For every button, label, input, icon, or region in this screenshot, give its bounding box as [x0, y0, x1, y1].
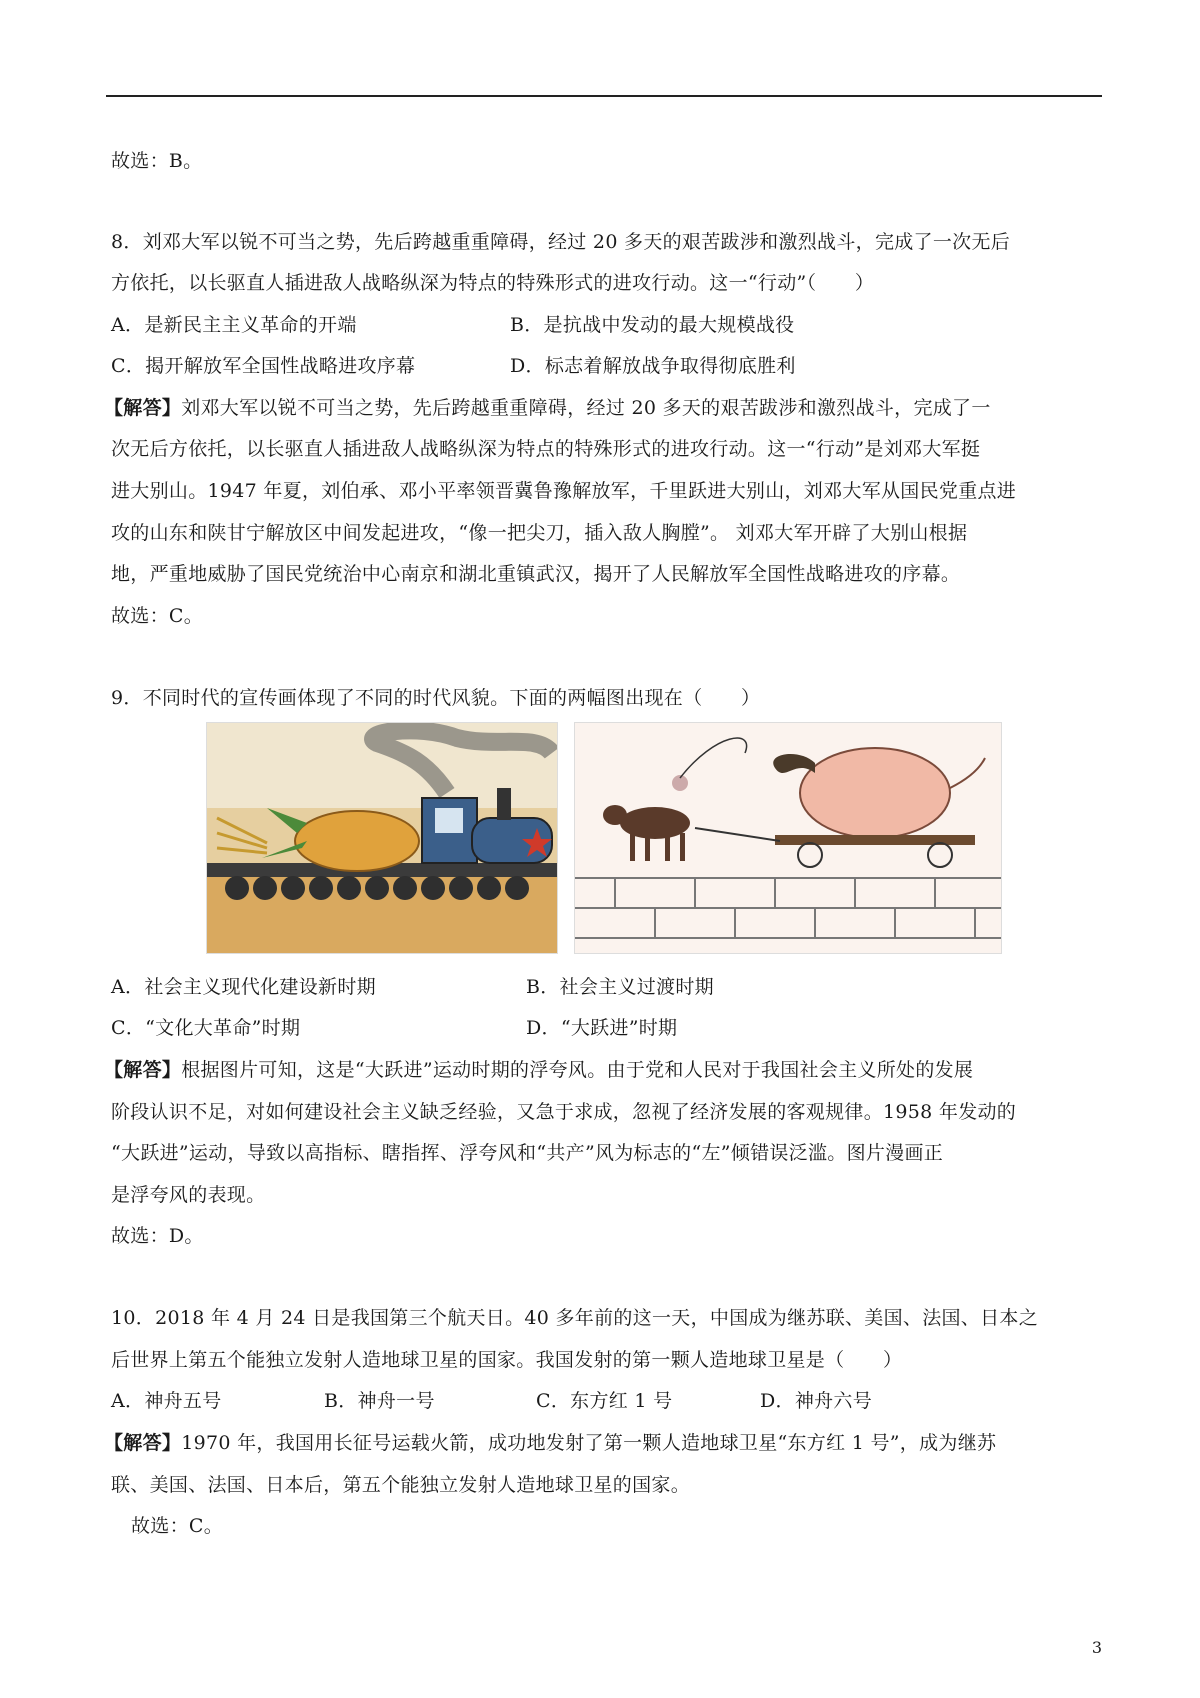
q8-option-d: D．标志着解放战争取得彻底胜利	[510, 355, 796, 377]
q9-option-d: D．“大跃进”时期	[526, 1017, 678, 1039]
q9-explanation-line2: 阶段认识不足，对如何建设社会主义缺乏经验，又急于求成，忽视了经济发展的客观规律。1958 年发动的	[111, 1101, 1017, 1123]
q8-explanation-line1: 【解答】刘邓大军以锐不可当之势，先后跨越重重障碍，经过 20 多天的艰苦跋涉和激烈战斗，完成了一	[104, 397, 991, 419]
q8-option-c: C．揭开解放军全国性战略进攻序幕	[111, 355, 416, 377]
q9-option-a: A．社会主义现代化建设新时期	[111, 976, 376, 998]
q9-option-b: B．社会主义过渡时期	[526, 976, 714, 998]
q9-option-c: C．“文化大革命”时期	[111, 1017, 301, 1039]
q8-explanation-line5: 地，严重地威胁了国民党统治中心南京和湖北重镇武汉，揭开了人民解放军全国性战略进攻的序幕。	[111, 563, 961, 585]
q9-explanation-line3: “大跃进”运动，导致以高指标、瞎指挥、浮夸风和“共产”风为标志的“左”倾错误泛滥。图片漫画正	[111, 1142, 944, 1164]
q10-stem-line2: 后世界上第五个能独立发射人造地球卫星的国家。我国发射的第一颗人造地球卫星是（ ）	[111, 1349, 903, 1371]
q8-explanation-line4: 攻的山东和陕甘宁解放区中间发起进攻，“像一把尖刀，插入敌人胸膛”。 刘邓大军开辟了大别山根据	[111, 522, 968, 544]
q10-option-b: B．神舟一号	[324, 1390, 435, 1412]
q9-explanation-line4: 是浮夸风的表现。	[111, 1184, 266, 1206]
q8-option-b: B．是抗战中发动的最大规模战役	[510, 314, 795, 336]
q9-explanation-tag: 【解答】	[104, 1059, 182, 1081]
q10-answer: 故选：C。	[131, 1515, 224, 1537]
q10-option-a: A．神舟五号	[111, 1390, 222, 1412]
q10-option-d: D．神舟六号	[760, 1390, 873, 1412]
q8-stem-line1: 8．刘邓大军以锐不可当之势，先后跨越重重障碍，经过 20 多天的艰苦跋涉和激烈战斗，完成了一次无后	[111, 231, 1011, 253]
page-number: 3	[1091, 1638, 1102, 1657]
q10-explanation-line2: 联、美国、法国、日本后，第五个能独立发射人造地球卫星的国家。	[111, 1474, 691, 1496]
q10-stem-line1: 10．2018 年 4 月 24 日是我国第三个航天日。40 多年前的这一天，中国成为继苏联、美国、法国、日本之	[111, 1307, 1039, 1329]
q10-option-c: C．东方红 1 号	[536, 1390, 673, 1412]
train-corn-illustration	[207, 723, 557, 953]
q8-option-a: A．是新民主主义革命的开端	[111, 314, 357, 336]
cart-cartoon-image	[574, 722, 1002, 954]
q9-stem: 9．不同时代的宣传画体现了不同的时代风貌。下面的两幅图出现在（ ）	[111, 687, 761, 709]
train-poster-image	[206, 722, 558, 954]
q8-explanation-line2: 次无后方依托，以长驱直人插进敌人战略纵深为特点的特殊形式的进攻行动。这一“行动”是刘邓大军挺	[111, 438, 981, 460]
q10-explanation-line1: 【解答】1970 年，我国用长征号运载火箭，成功地发射了第一颗人造地球卫星“东方红 1 号”，成为继苏	[104, 1432, 997, 1454]
q8-stem-line2: 方依托，以长驱直人插进敌人战略纵深为特点的特殊形式的进攻行动。这一“行动”（ ）	[111, 272, 875, 294]
q8-explanation-line3: 进大别山。1947 年夏，刘伯承、邓小平率领晋冀鲁豫解放军，千里跃进大别山，刘邓大军从国民党重点进	[111, 480, 1017, 502]
q8-answer: 故选：C。	[111, 605, 204, 627]
q10-explanation-tag: 【解答】	[104, 1432, 182, 1454]
ox-cart-illustration	[575, 723, 1001, 953]
q9-answer: 故选：D。	[111, 1225, 204, 1247]
q7-answer: 故选：B。	[111, 150, 203, 172]
q9-explanation-line1: 【解答】根据图片可知，这是“大跃进”运动时期的浮夸风。由于党和人民对于我国社会主义所处的发展	[104, 1059, 974, 1081]
q8-explanation-tag: 【解答】	[104, 397, 182, 419]
header-rule	[106, 95, 1102, 97]
